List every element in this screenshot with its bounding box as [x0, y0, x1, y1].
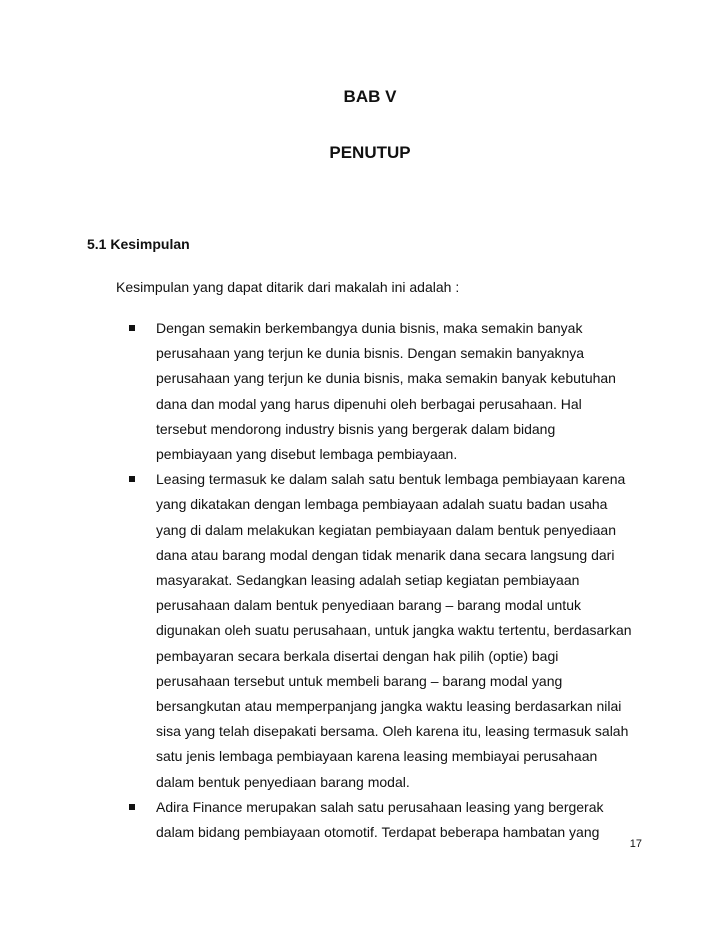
square-bullet-icon [129, 804, 135, 810]
conclusion-list [0, 316, 728, 845]
list-item-text: Adira Finance merupakan salah satu perusahaan leasing yang bergerak dalam bidang pembiayaan otomotif. Terdapat beberapa hambatan yang [156, 798, 604, 841]
square-bullet-icon [129, 476, 135, 482]
section-heading: 5.1 Kesimpulan [87, 236, 190, 252]
intro-paragraph: Kesimpulan yang dapat ditarik dari makalah ini adalah : [116, 279, 460, 295]
chapter-label: BAB V [343, 87, 397, 106]
list-item [0, 316, 728, 467]
chapter-title: PENUTUP [329, 143, 411, 162]
square-bullet-icon [129, 325, 135, 331]
list-item [0, 795, 728, 845]
list-item-text: Dengan semakin berkembangya dunia bisnis, maka semakin banyak perusahaan yang terjun ke dunia bisnis. Dengan semakin banyaknya perusahaan yang terjun ke dunia bisnis, maka semakin banyak kebutuhan dana dan modal yang harus dipenuhi oleh berbagai perusahaan. Hal tersebut mendorong industry bisnis yang bergerak dalam bidang pembiayaan yang disebut lembaga pembiayaan. [156, 320, 616, 463]
page-number: 17 [629, 838, 642, 850]
list-item [0, 467, 728, 795]
list-item-text: Leasing termasuk ke dalam salah satu bentuk lembaga pembiayaan karena yang dikatakan dengan lembaga pembiayaan adalah suatu badan usaha yang di dalam melakukan kegiatan pembiayaan dalam bentuk penyediaan dana atau barang modal dengan tidak menarik dana secara langsung dari masyarakat. Sedangkan leasing adalah setiap kegiatan pembiayaan perusahaan dalam bentuk penyediaan barang – barang modal untuk digunakan oleh suatu perusahaan, untuk jangka waktu tertentu, berdasarkan pembayaran secara berkala disertai dengan hak pilih (optie) bagi perusahaan tersebut untuk membeli barang – barang modal yang bersangkutan atau memperpanjang jangka waktu leasing berdasarkan nilai sisa yang telah disepakati bersama. Oleh karena itu, leasing termasuk salah satu jenis lembaga pembiayaan karena leasing membiayai perusahaan dalam bentuk penyediaan barang modal. [156, 471, 632, 790]
